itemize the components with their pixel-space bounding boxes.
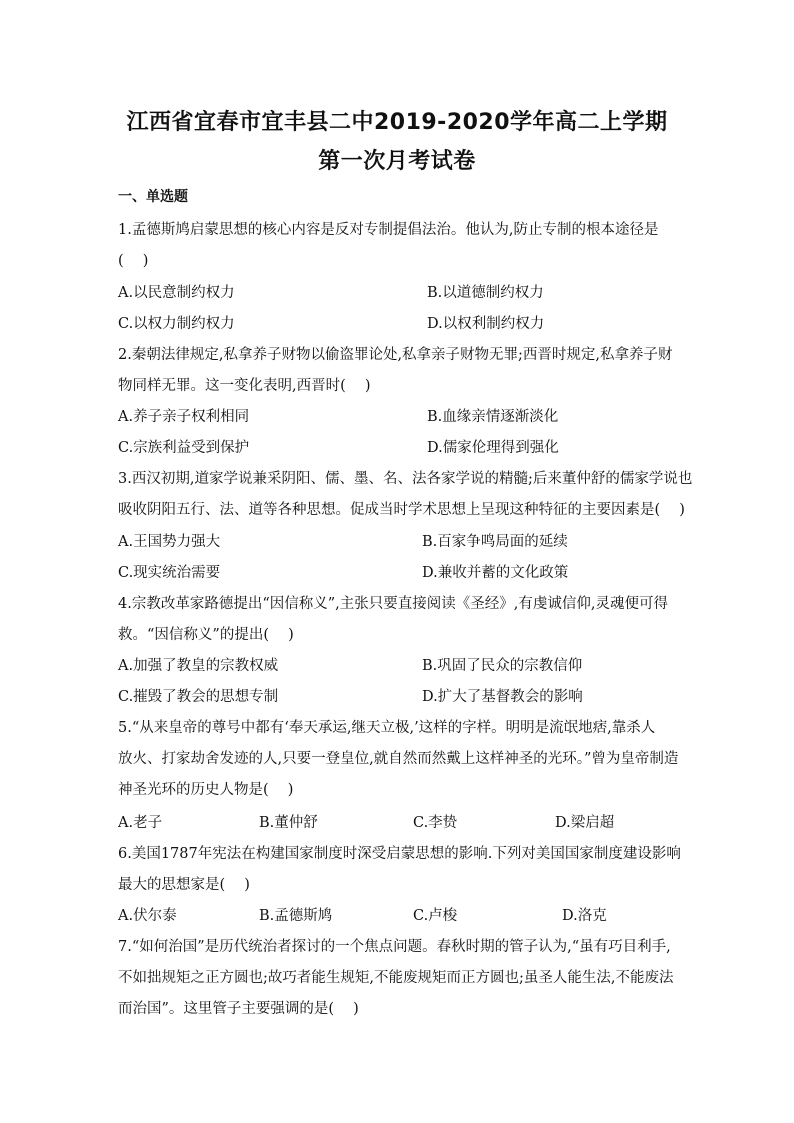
q4-stem-line2: 救。“因信称义”的提出( ) [118, 627, 294, 643]
q4-option-a: A.加强了教皇的宗教权威 [118, 658, 279, 674]
q2-option-d: D.儒家伦理得到强化 [427, 440, 559, 456]
q3-stem-line1: 3.西汉初期,道家学说兼采阴阳、儒、墨、名、法各家学说的精髓;后来董仲舒的儒家学说也 [118, 471, 693, 487]
q5-stem-line2: 放火、打家劫舍发迹的人,只要一登皇位,就自然而然戴上这样神圣的光环。”曾为皇帝制造 [118, 751, 679, 767]
q6-option-d: D.洛克 [562, 908, 607, 924]
q4-option-d: D.扩大了基督教会的影响 [422, 689, 583, 705]
q6-option-a: A.伏尔泰 [118, 908, 177, 924]
q6-stem-line2: 最大的思想家是( ) [118, 877, 250, 893]
q1-stem-line2: ( ) [118, 253, 149, 269]
q3-option-b: B.百家争鸣局面的延续 [422, 534, 568, 550]
q4-stem-line1: 4.宗教改革家路德提出“因信称义”,主张只要直接阅读《圣经》,有虔诚信仰,灵魂便可得 [118, 596, 668, 612]
q7-stem-line2: 不如拙规矩之正方圆也;故巧者能生规矩,不能废规矩而正方圆也;虽圣人能生法,不能废法 [118, 970, 674, 986]
q1-stem-line1: 1.孟德斯鸠启蒙思想的核心内容是反对专制提倡法治。他认为,防止专制的根本途径是 [118, 222, 659, 238]
q2-stem-line2: 物同样无罪。这一变化表明,西晋时( ) [118, 378, 371, 394]
q3-option-c: C.现实统治需要 [118, 565, 221, 581]
q1-option-a: A.以民意制约权力 [118, 285, 235, 301]
q5-stem-line3: 神圣光环的历史人物是( ) [118, 782, 294, 798]
q3-stem-line2: 吸收阴阳五行、法、道等各种思想。促成当时学术思想上呈现这种特征的主要因素是( ) [118, 502, 685, 518]
q4-option-b: B.巩固了民众的宗教信仰 [422, 658, 583, 674]
q7-stem-line1: 7.“如何治国”是历代统治者探讨的一个焦点问题。春秋时期的管子认为,“虽有巧目利手, [118, 939, 671, 955]
q3-option-a: A.王国势力强大 [118, 534, 221, 550]
q5-stem-line1: 5.“从来皇帝的尊号中都有‘奉天承运,继天立极,’这样的字样。明明是流氓地痞,靠杀人 [118, 720, 656, 736]
q6-stem-line1: 6.美国1787年宪法在构建国家制度时深受启蒙思想的影响.下列对美国国家制度建设影响 [118, 846, 681, 862]
q7-stem-line3: 而治国”。这里管子主要强调的是( ) [118, 1001, 359, 1017]
q5-option-d: D.梁启超 [555, 815, 615, 831]
exam-title-line2: 第一次月考试卷 [318, 149, 476, 174]
section-heading: 一、单选题 [118, 189, 188, 205]
exam-title-line1: 江西省宜春市宜丰县二中2019-2020学年高二上学期 [126, 110, 668, 135]
q4-option-c: C.摧毁了教会的思想专制 [118, 689, 279, 705]
q1-option-d: D.以权利制约权力 [427, 316, 545, 332]
q5-option-b: B.董仲舒 [259, 815, 318, 831]
q1-option-b: B.以道德制约权力 [427, 285, 544, 301]
q6-option-c: C.卢梭 [413, 908, 458, 924]
q3-option-d: D.兼收并蓄的文化政策 [422, 565, 569, 581]
q5-option-a: A.老子 [118, 815, 163, 831]
q5-option-c: C.李贽 [413, 815, 458, 831]
q2-option-a: A.养子亲子权利相同 [118, 409, 250, 425]
q2-option-c: C.宗族利益受到保护 [118, 440, 250, 456]
q2-option-b: B.血缘亲情逐渐淡化 [427, 409, 559, 425]
q2-stem-line1: 2.秦朝法律规定,私拿养子财物以偷盗罪论处,私拿亲子财物无罪;西晋时规定,私拿养子财 [118, 347, 673, 363]
q1-option-c: C.以权力制约权力 [118, 316, 235, 332]
q6-option-b: B.孟德斯鸠 [259, 908, 333, 924]
